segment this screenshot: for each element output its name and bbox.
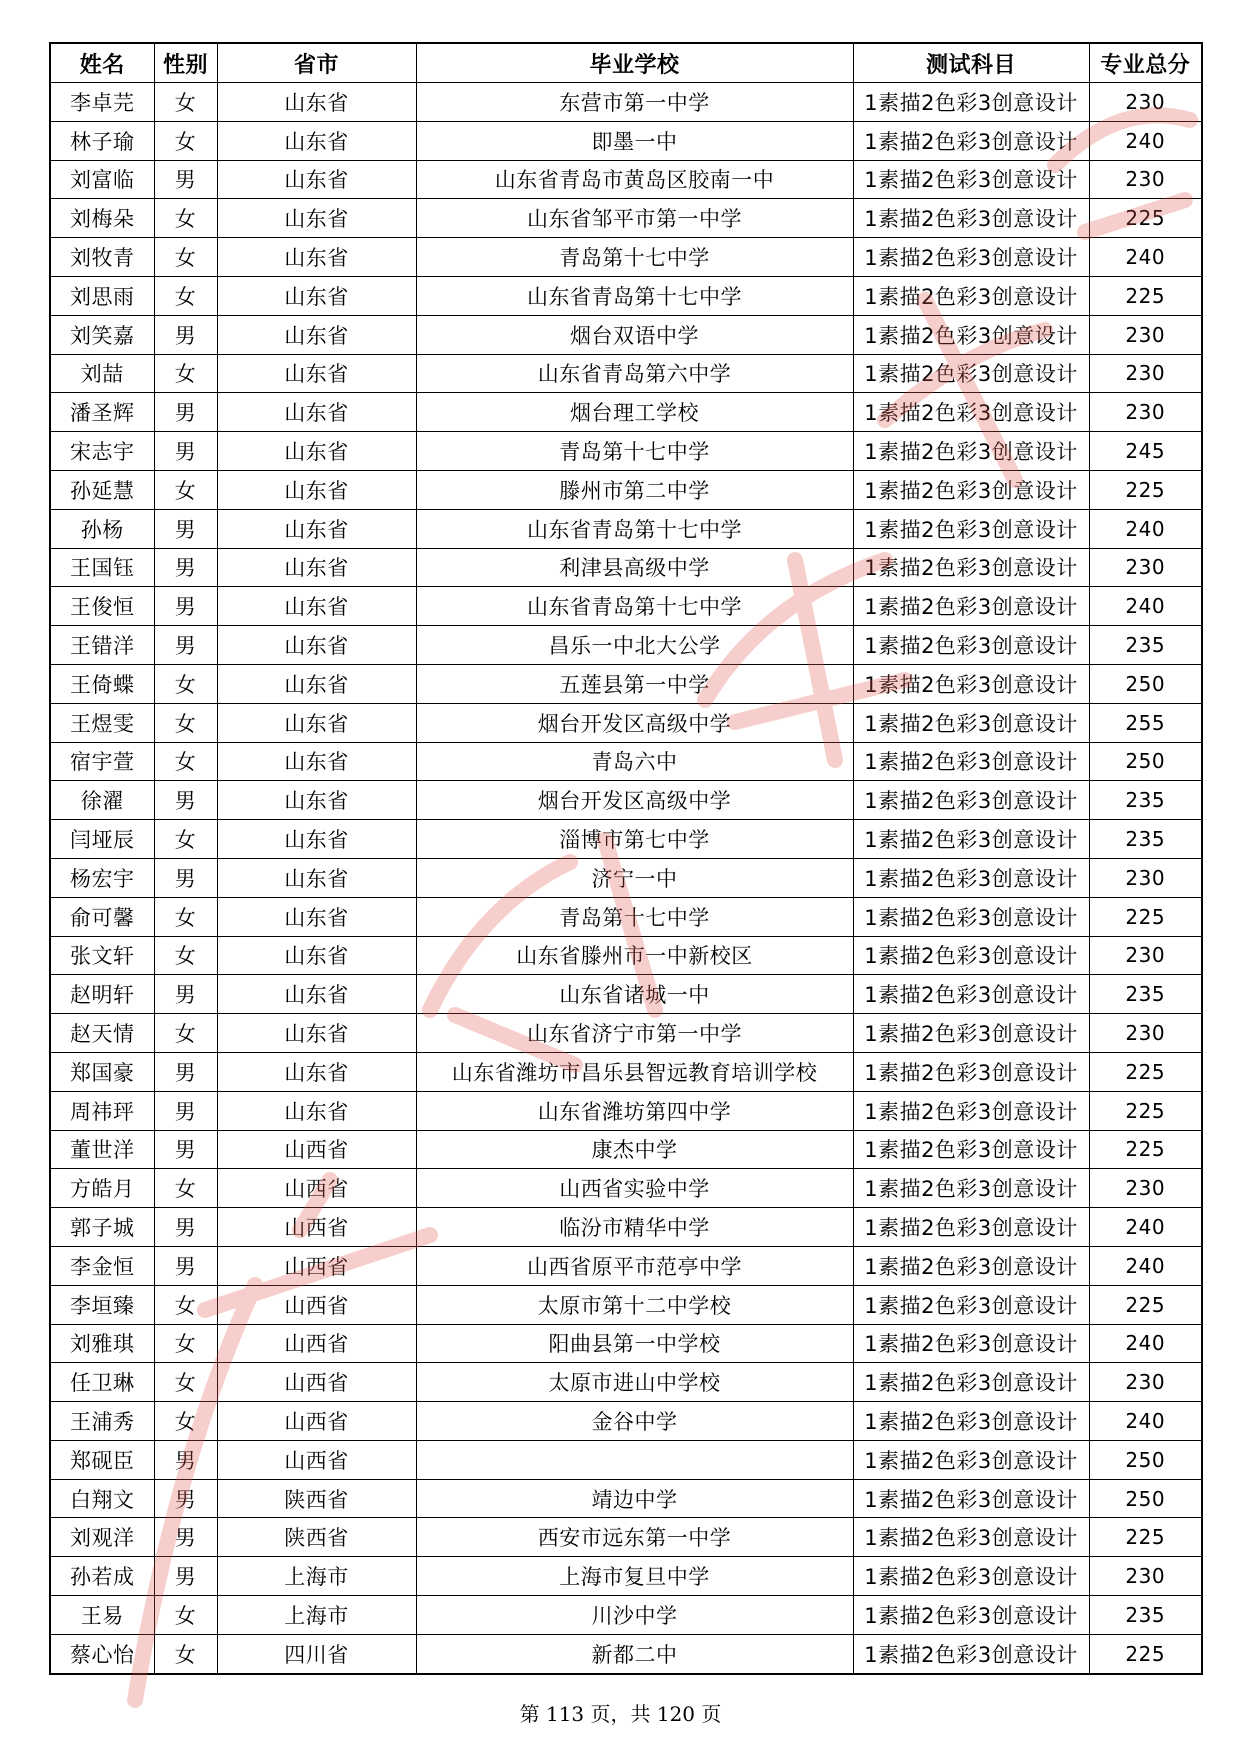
name-cell: 张文轩 <box>50 936 154 975</box>
province-cell: 山东省 <box>217 858 416 897</box>
subject-cell: 1素描2色彩3创意设计 <box>853 975 1089 1014</box>
gender-cell: 男 <box>154 160 217 199</box>
name-cell: 闫垭辰 <box>50 820 154 859</box>
score-cell: 240 <box>1089 238 1202 277</box>
table-row <box>50 1130 1202 1169</box>
gender-cell: 女 <box>154 470 217 509</box>
name-cell: 刘牧青 <box>50 238 154 277</box>
school-cell <box>416 1440 853 1479</box>
subject-cell: 1素描2色彩3创意设计 <box>853 121 1089 160</box>
school-cell: 康杰中学 <box>416 1130 853 1169</box>
table-row <box>50 897 1202 936</box>
province-cell: 山东省 <box>217 703 416 742</box>
table-row <box>50 1014 1202 1053</box>
subject-cell: 1素描2色彩3创意设计 <box>853 587 1089 626</box>
table-header-row <box>50 43 1202 83</box>
gender-cell: 男 <box>154 1091 217 1130</box>
name-cell: 刘观洋 <box>50 1518 154 1557</box>
province-cell: 山东省 <box>217 470 416 509</box>
province-cell: 山西省 <box>217 1324 416 1363</box>
province-cell: 山东省 <box>217 742 416 781</box>
table-row <box>50 276 1202 315</box>
subject-cell: 1素描2色彩3创意设计 <box>853 1596 1089 1635</box>
school-cell: 烟台开发区高级中学 <box>416 781 853 820</box>
subject-cell: 1素描2色彩3创意设计 <box>853 1130 1089 1169</box>
school-cell: 淄博市第七中学 <box>416 820 853 859</box>
name-cell: 周祎玶 <box>50 1091 154 1130</box>
name-cell: 赵明轩 <box>50 975 154 1014</box>
name-cell: 宿宇萱 <box>50 742 154 781</box>
table-row <box>50 160 1202 199</box>
name-cell: 刘笑嘉 <box>50 315 154 354</box>
subject-cell: 1素描2色彩3创意设计 <box>853 199 1089 238</box>
province-cell: 山东省 <box>217 548 416 587</box>
table-row <box>50 470 1202 509</box>
school-cell: 山东省青岛市黄岛区胶南一中 <box>416 160 853 199</box>
subject-cell: 1素描2色彩3创意设计 <box>853 470 1089 509</box>
subject-cell: 1素描2色彩3创意设计 <box>853 897 1089 936</box>
province-cell: 四川省 <box>217 1634 416 1673</box>
name-cell: 刘思雨 <box>50 276 154 315</box>
table-row <box>50 975 1202 1014</box>
province-cell: 上海市 <box>217 1596 416 1635</box>
score-table <box>49 42 1203 1675</box>
school-cell: 五莲县第一中学 <box>416 664 853 703</box>
school-cell: 山东省潍坊第四中学 <box>416 1091 853 1130</box>
province-cell: 山东省 <box>217 820 416 859</box>
subject-cell: 1素描2色彩3创意设计 <box>853 1285 1089 1324</box>
subject-cell: 1素描2色彩3创意设计 <box>853 160 1089 199</box>
table-row <box>50 1363 1202 1402</box>
name-cell: 郑国豪 <box>50 1052 154 1091</box>
score-cell: 250 <box>1089 1479 1202 1518</box>
score-cell: 250 <box>1089 1440 1202 1479</box>
table-row <box>50 1634 1202 1673</box>
score-cell: 225 <box>1089 1518 1202 1557</box>
name-cell: 任卫琳 <box>50 1363 154 1402</box>
school-cell: 阳曲县第一中学校 <box>416 1324 853 1363</box>
score-cell: 230 <box>1089 548 1202 587</box>
score-cell: 230 <box>1089 936 1202 975</box>
school-cell: 青岛第十七中学 <box>416 897 853 936</box>
subject-cell: 1素描2色彩3创意设计 <box>853 1246 1089 1285</box>
gender-cell: 女 <box>154 664 217 703</box>
score-cell: 230 <box>1089 160 1202 199</box>
subject-cell: 1素描2色彩3创意设计 <box>853 820 1089 859</box>
table-row <box>50 199 1202 238</box>
gender-cell: 女 <box>154 1634 217 1673</box>
subject-cell: 1素描2色彩3创意设计 <box>853 1091 1089 1130</box>
gender-cell: 男 <box>154 1208 217 1247</box>
gender-cell: 女 <box>154 820 217 859</box>
score-cell: 245 <box>1089 432 1202 471</box>
school-cell: 即墨一中 <box>416 121 853 160</box>
table-row <box>50 1169 1202 1208</box>
province-cell: 山东省 <box>217 83 416 122</box>
gender-cell: 男 <box>154 315 217 354</box>
name-cell: 蔡心怡 <box>50 1634 154 1673</box>
subject-cell: 1素描2色彩3创意设计 <box>853 742 1089 781</box>
gender-cell: 男 <box>154 1246 217 1285</box>
score-cell: 230 <box>1089 1169 1202 1208</box>
province-cell: 山东省 <box>217 587 416 626</box>
province-cell: 山东省 <box>217 975 416 1014</box>
province-cell: 山东省 <box>217 354 416 393</box>
subject-cell: 1素描2色彩3创意设计 <box>853 1518 1089 1557</box>
name-cell: 孙杨 <box>50 509 154 548</box>
school-cell: 利津县高级中学 <box>416 548 853 587</box>
score-cell: 230 <box>1089 858 1202 897</box>
subject-cell: 1素描2色彩3创意设计 <box>853 1363 1089 1402</box>
name-cell: 刘喆 <box>50 354 154 393</box>
school-cell: 山东省青岛第十七中学 <box>416 276 853 315</box>
subject-cell: 1素描2色彩3创意设计 <box>853 1169 1089 1208</box>
gender-cell: 女 <box>154 1324 217 1363</box>
school-cell: 济宁一中 <box>416 858 853 897</box>
score-cell: 240 <box>1089 1324 1202 1363</box>
school-cell: 金谷中学 <box>416 1402 853 1441</box>
table-row <box>50 315 1202 354</box>
table-row <box>50 548 1202 587</box>
province-cell: 山西省 <box>217 1402 416 1441</box>
gender-cell: 女 <box>154 199 217 238</box>
score-cell: 235 <box>1089 626 1202 665</box>
score-cell: 240 <box>1089 121 1202 160</box>
name-cell: 方皓月 <box>50 1169 154 1208</box>
score-cell: 235 <box>1089 1596 1202 1635</box>
name-cell: 王国钰 <box>50 548 154 587</box>
subject-cell: 1素描2色彩3创意设计 <box>853 1014 1089 1053</box>
name-cell: 白翔文 <box>50 1479 154 1518</box>
name-cell: 郭子城 <box>50 1208 154 1247</box>
name-cell: 林子瑜 <box>50 121 154 160</box>
subject-cell: 1素描2色彩3创意设计 <box>853 858 1089 897</box>
gender-cell: 男 <box>154 626 217 665</box>
school-cell: 东营市第一中学 <box>416 83 853 122</box>
gender-cell: 女 <box>154 1363 217 1402</box>
school-cell: 上海市复旦中学 <box>416 1557 853 1596</box>
subject-cell: 1素描2色彩3创意设计 <box>853 509 1089 548</box>
score-cell: 235 <box>1089 781 1202 820</box>
province-cell: 山西省 <box>217 1130 416 1169</box>
school-cell: 新都二中 <box>416 1634 853 1673</box>
score-cell: 255 <box>1089 703 1202 742</box>
table-row <box>50 1246 1202 1285</box>
score-cell: 225 <box>1089 470 1202 509</box>
score-cell: 230 <box>1089 393 1202 432</box>
score-cell: 225 <box>1089 1091 1202 1130</box>
gender-cell: 女 <box>154 742 217 781</box>
province-cell: 山东省 <box>217 121 416 160</box>
table-body <box>50 83 1202 1674</box>
name-cell: 孙若成 <box>50 1557 154 1596</box>
table-row <box>50 858 1202 897</box>
subject-cell: 1素描2色彩3创意设计 <box>853 354 1089 393</box>
school-cell: 青岛第十七中学 <box>416 432 853 471</box>
score-cell: 230 <box>1089 354 1202 393</box>
name-cell: 李垣臻 <box>50 1285 154 1324</box>
province-cell: 山东省 <box>217 160 416 199</box>
school-cell: 滕州市第二中学 <box>416 470 853 509</box>
school-cell: 山西省实验中学 <box>416 1169 853 1208</box>
name-cell: 王俊恒 <box>50 587 154 626</box>
school-cell: 川沙中学 <box>416 1596 853 1635</box>
table-row <box>50 432 1202 471</box>
name-cell: 刘梅朵 <box>50 199 154 238</box>
school-cell: 西安市远东第一中学 <box>416 1518 853 1557</box>
subject-cell: 1素描2色彩3创意设计 <box>853 1052 1089 1091</box>
table-row <box>50 393 1202 432</box>
province-cell: 山西省 <box>217 1363 416 1402</box>
subject-cell: 1素描2色彩3创意设计 <box>853 781 1089 820</box>
gender-cell: 男 <box>154 587 217 626</box>
score-cell: 225 <box>1089 897 1202 936</box>
subject-cell: 1素描2色彩3创意设计 <box>853 1440 1089 1479</box>
name-cell: 宋志宇 <box>50 432 154 471</box>
header-gender: 性别 <box>154 43 217 83</box>
header-name: 姓名 <box>50 43 154 83</box>
score-cell: 225 <box>1089 1130 1202 1169</box>
table-row <box>50 1596 1202 1635</box>
gender-cell: 女 <box>154 276 217 315</box>
score-cell: 240 <box>1089 1208 1202 1247</box>
school-cell: 山东省青岛第六中学 <box>416 354 853 393</box>
score-cell: 240 <box>1089 1402 1202 1441</box>
subject-cell: 1素描2色彩3创意设计 <box>853 1324 1089 1363</box>
gender-cell: 男 <box>154 858 217 897</box>
score-cell: 230 <box>1089 83 1202 122</box>
subject-cell: 1素描2色彩3创意设计 <box>853 626 1089 665</box>
province-cell: 陕西省 <box>217 1518 416 1557</box>
name-cell: 王浦秀 <box>50 1402 154 1441</box>
subject-cell: 1素描2色彩3创意设计 <box>853 664 1089 703</box>
school-cell: 烟台开发区高级中学 <box>416 703 853 742</box>
table-row <box>50 820 1202 859</box>
gender-cell: 男 <box>154 509 217 548</box>
header-school: 毕业学校 <box>416 43 853 83</box>
province-cell: 山东省 <box>217 199 416 238</box>
score-cell: 250 <box>1089 742 1202 781</box>
province-cell: 山西省 <box>217 1246 416 1285</box>
table-row <box>50 936 1202 975</box>
name-cell: 王易 <box>50 1596 154 1635</box>
table-row <box>50 1518 1202 1557</box>
name-cell: 王煜雯 <box>50 703 154 742</box>
subject-cell: 1素描2色彩3创意设计 <box>853 393 1089 432</box>
name-cell: 孙延慧 <box>50 470 154 509</box>
gender-cell: 女 <box>154 936 217 975</box>
table-row <box>50 509 1202 548</box>
gender-cell: 男 <box>154 1052 217 1091</box>
province-cell: 陕西省 <box>217 1479 416 1518</box>
name-cell: 赵天情 <box>50 1014 154 1053</box>
gender-cell: 男 <box>154 781 217 820</box>
school-cell: 太原市第十二中学校 <box>416 1285 853 1324</box>
school-cell: 靖边中学 <box>416 1479 853 1518</box>
school-cell: 山东省青岛第十七中学 <box>416 509 853 548</box>
table-row <box>50 1557 1202 1596</box>
province-cell: 山东省 <box>217 1014 416 1053</box>
gender-cell: 女 <box>154 1014 217 1053</box>
province-cell: 山东省 <box>217 315 416 354</box>
school-cell: 临汾市精华中学 <box>416 1208 853 1247</box>
province-cell: 山东省 <box>217 509 416 548</box>
header-score: 专业总分 <box>1089 43 1202 83</box>
table-row <box>50 83 1202 122</box>
gender-cell: 女 <box>154 354 217 393</box>
score-cell: 240 <box>1089 1246 1202 1285</box>
gender-cell: 男 <box>154 432 217 471</box>
gender-cell: 女 <box>154 1402 217 1441</box>
school-cell: 烟台理工学校 <box>416 393 853 432</box>
name-cell: 王倚蝶 <box>50 664 154 703</box>
gender-cell: 男 <box>154 393 217 432</box>
province-cell: 山东省 <box>217 1091 416 1130</box>
province-cell: 山东省 <box>217 664 416 703</box>
school-cell: 昌乐一中北大公学 <box>416 626 853 665</box>
gender-cell: 女 <box>154 1285 217 1324</box>
table-row <box>50 781 1202 820</box>
gender-cell: 男 <box>154 548 217 587</box>
table-row <box>50 742 1202 781</box>
table-row <box>50 1324 1202 1363</box>
gender-cell: 男 <box>154 1518 217 1557</box>
page-number-footer: 第 113 页，共 120 页 <box>519 1702 722 1726</box>
gender-cell: 女 <box>154 238 217 277</box>
table-row <box>50 121 1202 160</box>
subject-cell: 1素描2色彩3创意设计 <box>853 276 1089 315</box>
header-subject: 测试科目 <box>853 43 1089 83</box>
table-row <box>50 1052 1202 1091</box>
score-cell: 225 <box>1089 199 1202 238</box>
school-cell: 山东省潍坊市昌乐县智远教育培训学校 <box>416 1052 853 1091</box>
school-cell: 青岛第十七中学 <box>416 238 853 277</box>
school-cell: 青岛六中 <box>416 742 853 781</box>
subject-cell: 1素描2色彩3创意设计 <box>853 1557 1089 1596</box>
school-cell: 山东省滕州市一中新校区 <box>416 936 853 975</box>
subject-cell: 1素描2色彩3创意设计 <box>853 238 1089 277</box>
name-cell: 刘富临 <box>50 160 154 199</box>
subject-cell: 1素描2色彩3创意设计 <box>853 1208 1089 1247</box>
province-cell: 山东省 <box>217 781 416 820</box>
table-row <box>50 238 1202 277</box>
subject-cell: 1素描2色彩3创意设计 <box>853 548 1089 587</box>
table-row <box>50 1440 1202 1479</box>
name-cell: 董世洋 <box>50 1130 154 1169</box>
score-cell: 240 <box>1089 587 1202 626</box>
subject-cell: 1素描2色彩3创意设计 <box>853 1402 1089 1441</box>
gender-cell: 女 <box>154 121 217 160</box>
province-cell: 山西省 <box>217 1440 416 1479</box>
table-row <box>50 1285 1202 1324</box>
score-cell: 225 <box>1089 276 1202 315</box>
name-cell: 郑砚臣 <box>50 1440 154 1479</box>
school-cell: 山东省诸城一中 <box>416 975 853 1014</box>
table-row <box>50 354 1202 393</box>
subject-cell: 1素描2色彩3创意设计 <box>853 1634 1089 1673</box>
province-cell: 山东省 <box>217 1052 416 1091</box>
name-cell: 王错洋 <box>50 626 154 665</box>
table-row <box>50 1208 1202 1247</box>
name-cell: 李卓芫 <box>50 83 154 122</box>
gender-cell: 女 <box>154 83 217 122</box>
gender-cell: 女 <box>154 703 217 742</box>
gender-cell: 男 <box>154 1479 217 1518</box>
score-cell: 230 <box>1089 315 1202 354</box>
gender-cell: 男 <box>154 975 217 1014</box>
table-row <box>50 1091 1202 1130</box>
gender-cell: 女 <box>154 897 217 936</box>
province-cell: 山西省 <box>217 1169 416 1208</box>
province-cell: 山东省 <box>217 936 416 975</box>
school-cell: 山东省邹平市第一中学 <box>416 199 853 238</box>
table-row <box>50 587 1202 626</box>
gender-cell: 男 <box>154 1557 217 1596</box>
score-cell: 225 <box>1089 1052 1202 1091</box>
table-row <box>50 703 1202 742</box>
score-cell: 235 <box>1089 820 1202 859</box>
score-cell: 230 <box>1089 1557 1202 1596</box>
score-cell: 230 <box>1089 1014 1202 1053</box>
school-cell: 烟台双语中学 <box>416 315 853 354</box>
header-province: 省市 <box>217 43 416 83</box>
subject-cell: 1素描2色彩3创意设计 <box>853 703 1089 742</box>
province-cell: 山东省 <box>217 393 416 432</box>
school-cell: 太原市进山中学校 <box>416 1363 853 1402</box>
name-cell: 刘雅琪 <box>50 1324 154 1363</box>
subject-cell: 1素描2色彩3创意设计 <box>853 936 1089 975</box>
table-row <box>50 1402 1202 1441</box>
name-cell: 俞可馨 <box>50 897 154 936</box>
province-cell: 山东省 <box>217 626 416 665</box>
province-cell: 山西省 <box>217 1285 416 1324</box>
school-cell: 山东省济宁市第一中学 <box>416 1014 853 1053</box>
score-cell: 230 <box>1089 1363 1202 1402</box>
subject-cell: 1素描2色彩3创意设计 <box>853 315 1089 354</box>
province-cell: 山东省 <box>217 238 416 277</box>
province-cell: 山西省 <box>217 1208 416 1247</box>
gender-cell: 女 <box>154 1169 217 1208</box>
table-row <box>50 664 1202 703</box>
name-cell: 李金恒 <box>50 1246 154 1285</box>
name-cell: 徐濯 <box>50 781 154 820</box>
gender-cell: 男 <box>154 1440 217 1479</box>
score-cell: 240 <box>1089 509 1202 548</box>
score-cell: 225 <box>1089 1634 1202 1673</box>
gender-cell: 女 <box>154 1596 217 1635</box>
score-cell: 235 <box>1089 975 1202 1014</box>
score-cell: 225 <box>1089 1285 1202 1324</box>
name-cell: 潘圣辉 <box>50 393 154 432</box>
score-cell: 250 <box>1089 664 1202 703</box>
province-cell: 山东省 <box>217 432 416 471</box>
province-cell: 山东省 <box>217 276 416 315</box>
table-row <box>50 626 1202 665</box>
province-cell: 上海市 <box>217 1557 416 1596</box>
province-cell: 山东省 <box>217 897 416 936</box>
name-cell: 杨宏宇 <box>50 858 154 897</box>
subject-cell: 1素描2色彩3创意设计 <box>853 83 1089 122</box>
table-row <box>50 1479 1202 1518</box>
gender-cell: 男 <box>154 1130 217 1169</box>
school-cell: 山西省原平市范亭中学 <box>416 1246 853 1285</box>
subject-cell: 1素描2色彩3创意设计 <box>853 432 1089 471</box>
school-cell: 山东省青岛第十七中学 <box>416 587 853 626</box>
subject-cell: 1素描2色彩3创意设计 <box>853 1479 1089 1518</box>
